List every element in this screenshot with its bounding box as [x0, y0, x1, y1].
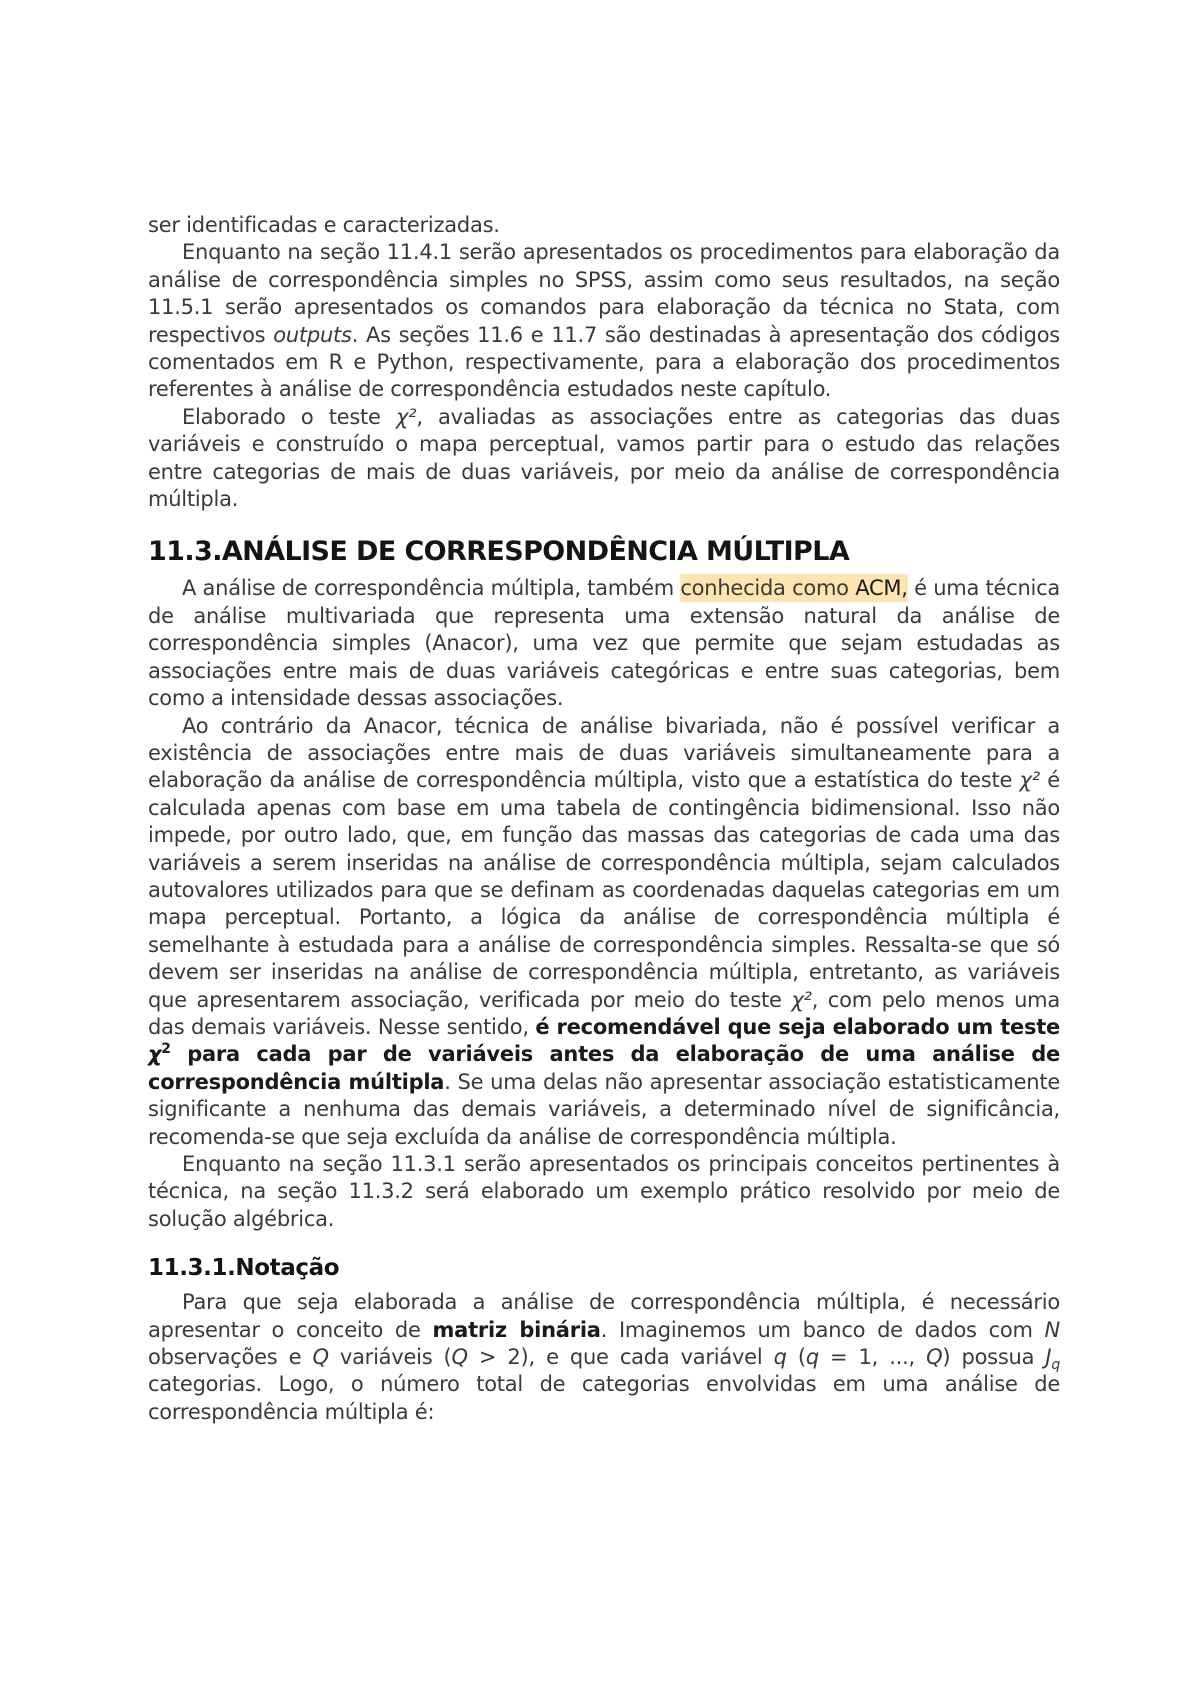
section-heading-acm: 11.3.ANÁLISE DE CORRESPONDÊNCIA MÚLTIPLA [148, 536, 850, 568]
subsection-heading-notacao: 11.3.1.Notação [148, 1255, 340, 1282]
chi-square-symbol: χ² [791, 987, 812, 1012]
paragraph-notation: Para que seja elaborada a análise de correspondência múltipla, é necessário apresentar o conceito de matriz binária. Imaginemos um banco de dados com N observações e Q variáveis (Q > 2), e que cada variável q (q = 1, ..., Q) possua $J_q$ categorias. Logo, o número total de categorias envolvidas em uma análise de correspondência múltipla é: [148, 1290, 1060, 1424]
paragraph-section-plan: Enquanto na seção 11.3.1 serão apresentados os principais conceitos pertinentes à técnica, na seção 11.3.2 será elaborado um exemplo prático resolvido por meio de solução algébrica. [148, 1152, 1060, 1231]
chi-square-symbol: χ² [1019, 768, 1040, 793]
outputs-term: outputs [273, 322, 352, 347]
document-page [148, 212, 1060, 1426]
binary-matrix-term: matriz binária [432, 1317, 601, 1342]
paragraph-acm-vs-anacor: Ao contrário da Anacor, técnica de análise bivariada, não é possível verificar a existência de associações entre mais de duas variáveis simultaneamente para a elaboração da análise de correspondência múltipla, visto que a estatística do teste χ² é calculada apenas com base em uma tabela de contingência bidimensional. Isso não impede, por outro lado, que, em função das massas das categorias de cada uma das variáveis a serem inseridas na análise de correspondência múltipla, sejam calculados autovalores utilizados para que se definam as coordenadas daquelas categorias em um mapa perceptual. Portanto, a lógica da análise de correspondência múltipla é semelhante à estudada para a análise de correspondência simples. Ressalta-se que só devem ser inseridas na análise de correspondência múltipla, entretanto, as variáveis que apresentarem associação, verificada por meio do teste χ², com pelo menos uma das demais variáveis. Nesse sentido, é recomendável que seja elaborado um teste $\chi^2$ para cada par de variáveis antes da elaboração de uma análise de correspondência múltipla. Se uma delas não apresentar associação estatisticamente significante a nenhuma das demais variáveis, a determinado nível de significância, recomenda-se que seja excluída da análise de correspondência múltipla. [148, 713, 1061, 1149]
chi-square-symbol: χ² [395, 404, 417, 429]
paragraph-continuation: ser identificadas e caracterizadas. [148, 213, 500, 237]
paragraph-acm-definition: A análise de correspondência múltipla, também conhecida como ACM, é uma técnica de análise multivariada que representa uma extensão natural da análise de correspondência simples (Anacor), uma vez que permite que sejam estudadas as associações entre mais de duas variáveis categóricas e entre suas categorias, bem como a intensidade dessas associações. [148, 576, 1061, 711]
paragraph-sections-overview: Enquanto na seção 11.4.1 serão apresentados os procedimentos para elaboração da análise de correspondência simples no SPSS, assim como seus resultados, na seção 11.5.1 serão apresentados os comandos para elaboração da técnica no Stata, com respectivos outputs. As seções 11.6 e 11.7 são destinadas à apresentação dos códigos comentados em R e Python, respectivamente, para a elaboração dos procedimentos referentes à análise de correspondência estudados neste capítulo. [148, 240, 1060, 402]
recommendation-bold: é recomendável que seja elaborado um teste $\chi^2$ para cada par de variáveis antes da elaboração de uma análise de correspondência múltipla [148, 1014, 1061, 1094]
highlighted-text[interactable]: conhecida como ACM, [680, 576, 908, 601]
paragraph-transition: Elaborado o teste χ², avaliadas as associações entre as categorias das duas variáveis e construído o mapa perceptual, vamos partir para o estudo das relações entre categorias de mais de duas variáveis, por meio da análise de correspondência múltipla. [148, 404, 1061, 512]
